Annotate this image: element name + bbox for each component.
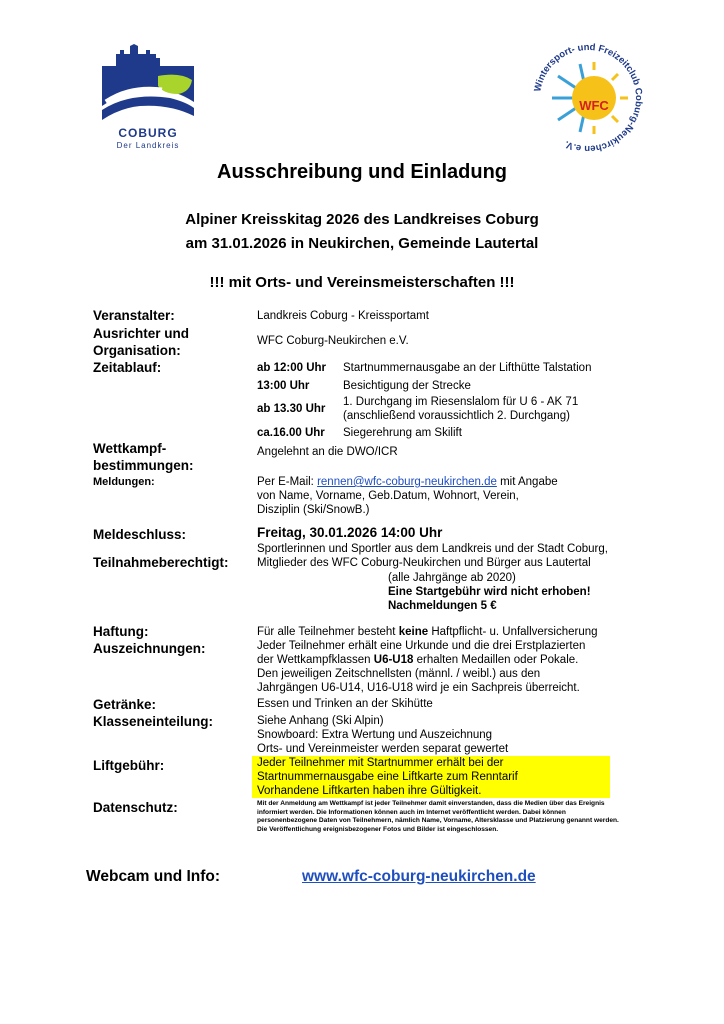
zeit-1-desc: Startnummernausgabe an der Lifthütte Talstation — [343, 362, 592, 374]
wfc-logo-center-text: WFC — [579, 98, 609, 113]
klassen-line-2: Snowboard: Extra Wertung und Auszeichnung — [257, 729, 493, 741]
teilnahme-line-3: (alle Jahrgänge ab 2020) — [388, 572, 516, 584]
coburg-logo — [100, 42, 196, 152]
auszeichnungen-line-4: Jahrgängen U6-U14, U16-U18 wird je ein Sachpreis überreicht. — [257, 682, 580, 694]
meldungen-line-2: von Name, Vorname, Geb.Datum, Wohnort, Verein, — [257, 490, 519, 502]
subtitle-2: am 31.01.2026 in Neukirchen, Gemeinde Lautertal — [185, 235, 539, 252]
coburg-logo-subtitle: Der Landkreis — [116, 141, 180, 150]
teilnahme-label: Teilnahmeberechtigt: — [93, 555, 229, 570]
teilnahme-line-2: Mitglieder des WFC Coburg-Neukirchen und Bürger aus Lautertal — [257, 557, 591, 569]
klassen-line-1: Siehe Anhang (Ski Alpin) — [257, 715, 384, 727]
teilnahme-line-4: Eine Startgebühr wird nicht erhoben! — [388, 586, 591, 598]
liftgebuehr-line-3: Vorhandene Liftkarten haben ihre Gültigkeit. — [257, 785, 482, 797]
auszeichnungen-line2-suffix: erhalten Medaillen oder Pokale. — [413, 654, 579, 666]
auszeichnungen-line2-prefix: der Wettkampfklassen — [257, 654, 374, 666]
meldungen-prefix: Per E-Mail: — [257, 476, 318, 488]
wettkampf-value: Angelehnt an die DWO/ICR — [257, 446, 398, 458]
meldungen-line-1 — [257, 476, 558, 490]
zeit-4-desc: Siegerehrung am Skilift — [343, 427, 462, 439]
liftgebuehr-line-1: Jeder Teilnehmer mit Startnummer erhält bei der — [257, 757, 504, 769]
meldungen-line-3: Disziplin (Ski/SnowB.) — [257, 504, 370, 516]
subtitle-1: Alpiner Kreisskitag 2026 des Landkreises Coburg — [185, 211, 539, 228]
liftgebuehr-label: Liftgebühr: — [93, 758, 165, 773]
meldeschluss-value: Freitag, 30.01.2026 14:00 Uhr — [257, 525, 443, 540]
subtitle-3: !!! mit Orts- und Vereinsmeisterschaften !!! — [209, 274, 515, 291]
zeit-2-time: 13:00 Uhr — [257, 380, 310, 392]
veranstalter-value: Landkreis Coburg - Kreissportamt — [257, 310, 429, 322]
wfc-logo — [530, 40, 646, 156]
webcam-link[interactable]: www.wfc-coburg-neukirchen.de — [302, 868, 536, 885]
veranstalter-label: Veranstalter: — [93, 308, 175, 323]
klassen-line-3: Orts- und Vereinmeister werden separat gewertet — [257, 743, 509, 755]
getraenke-label: Getränke: — [93, 697, 157, 712]
zeitablauf-label: Zeitablauf: — [93, 360, 162, 375]
auszeichnungen-line-2 — [257, 654, 578, 668]
zeit-3-time: ab 13.30 Uhr — [257, 403, 326, 415]
wettkampf-label-2: bestimmungen: — [93, 458, 194, 473]
haftung-suffix: Haftpflicht- u. Unfallversicherung — [428, 626, 598, 638]
haftung-label: Haftung: — [93, 624, 149, 639]
getraenke-value: Essen und Trinken an der Skihütte — [257, 698, 433, 710]
zeit-2-desc: Besichtigung der Strecke — [343, 380, 471, 392]
haftung-prefix: Für alle Teilnehmer besteht — [257, 626, 399, 638]
klassen-label: Klasseneinteilung: — [93, 714, 214, 729]
ausrichter-label-1: Ausrichter und — [93, 326, 190, 341]
zeit-1-time: ab 12:00 Uhr — [257, 362, 327, 374]
liftgebuehr-line-2: Startnummernausgabe eine Liftkarte zum Renntarif — [257, 771, 518, 783]
teilnahme-line-5: Nachmeldungen 5 € — [388, 600, 497, 612]
ausrichter-value: WFC Coburg-Neukirchen e.V. — [257, 335, 409, 347]
haftung-bold: keine — [398, 626, 429, 638]
meldeschluss-label: Meldeschluss: — [93, 527, 187, 542]
zeit-3-desc: 1. Durchgang im Riesenslalom für U 6 - AK 71 — [343, 396, 579, 408]
meldungen-label: Meldungen: — [93, 476, 155, 488]
wfc-logo-ring-text: Wintersport- und Freizeitclub Coburg-Neukirchen e.V. — [532, 41, 645, 155]
coburg-logo-title: COBURG — [118, 126, 178, 140]
page-title: Ausschreibung und Einladung — [217, 161, 507, 183]
auszeichnungen-line-3: Den jeweiligen Zeitschnellsten (männl. / weibl.) aus den — [257, 668, 541, 680]
auszeichnungen-line2-bold: U6-U18 — [373, 654, 414, 666]
wettkampf-label-1: Wettkampf- — [93, 441, 167, 456]
meldungen-suffix: mit Angabe — [496, 476, 558, 488]
ausrichter-label-2: Organisation: — [93, 343, 181, 358]
coburg-castle-icon — [100, 42, 196, 126]
haftung-value — [257, 626, 598, 640]
zeit-4-time: ca.16.00 Uhr — [257, 427, 325, 439]
webcam-label: Webcam und Info: — [86, 868, 221, 885]
meldungen-email-link[interactable]: rennen@wfc-coburg-neukirchen.de — [317, 476, 497, 488]
zeit-3-desc2: (anschließend voraussichtlich 2. Durchgang) — [343, 410, 570, 422]
datenschutz-label: Datenschutz: — [93, 800, 178, 815]
auszeichnungen-line-1: Jeder Teilnehmer erhält eine Urkunde und die drei Erstplazierten — [257, 640, 586, 652]
teilnahme-line-1: Sportlerinnen und Sportler aus dem Landkreis und der Stadt Coburg, — [257, 543, 608, 555]
auszeichnungen-label: Auszeichnungen: — [93, 641, 206, 656]
datenschutz-text: Mit der Anmeldung am Wettkampf ist jeder Teilnehmer damit einverstanden, dass die Medien über das Ereignis informiert werden. Die Informationen können auch im Internet veröffentlicht werden. Dabei können personenbezogene Daten von Teilnehmern, nämlich Name, Vorname, Altersklasse und Platzierung genannt werden. Die Veröffentlichung ereignisbezogener Fotos und Bilder ist eingeschlossen. — [257, 800, 619, 833]
